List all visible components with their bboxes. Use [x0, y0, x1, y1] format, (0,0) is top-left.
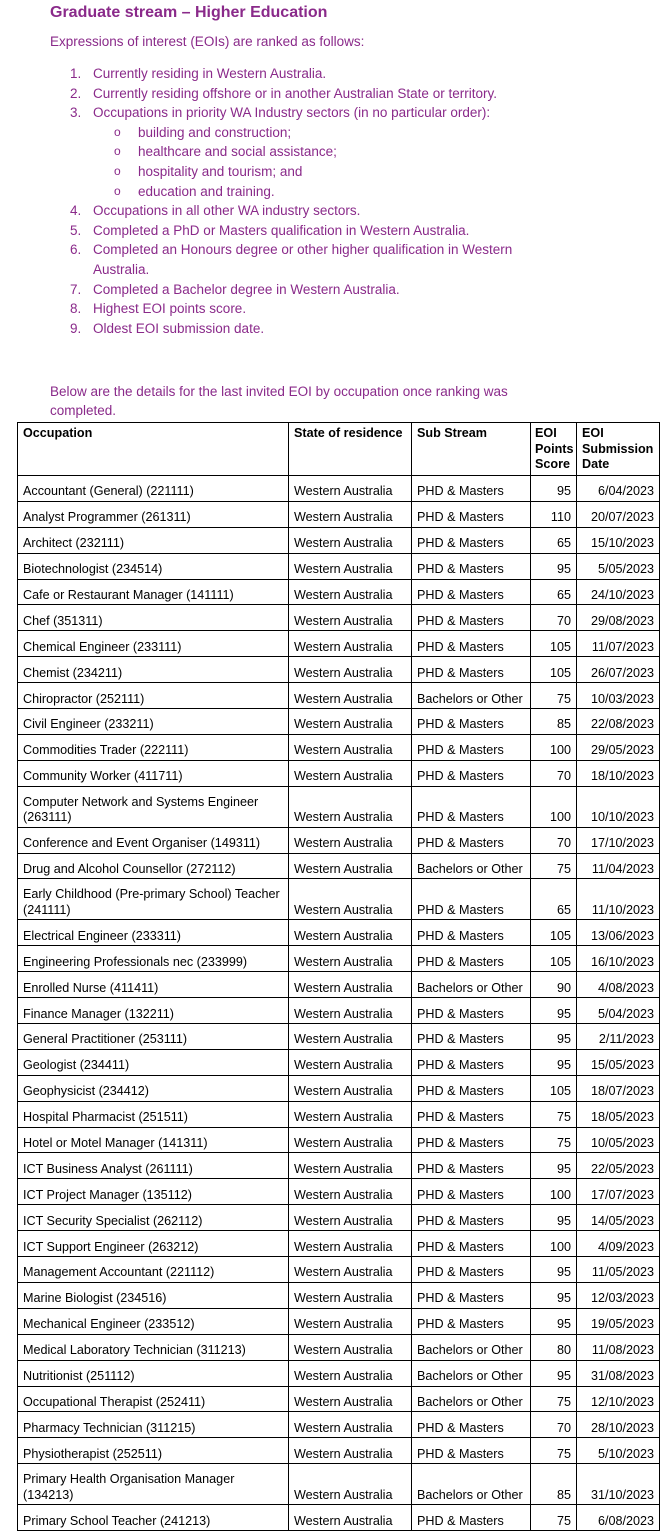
points-cell: 95 [531, 1308, 577, 1334]
date-cell: 5/10/2023 [577, 1438, 660, 1464]
state-cell: Western Australia [289, 1505, 412, 1531]
state-cell: Western Australia [289, 1205, 412, 1231]
date-cell: 15/10/2023 [577, 527, 660, 553]
state-cell: Western Australia [289, 946, 412, 972]
occupation-cell: Pharmacy Technician (311215) [18, 1412, 289, 1438]
points-cell: 100 [531, 1231, 577, 1257]
occupation-cell: Commodities Trader (222111) [18, 734, 289, 760]
date-cell: 10/05/2023 [577, 1127, 660, 1153]
sub-stream-cell: PHD & Masters [412, 657, 531, 683]
occupation-cell: Biotechnologist (234514) [18, 553, 289, 579]
table-row [18, 946, 660, 972]
occupation-cell: Electrical Engineer (233311) [18, 920, 289, 946]
table-row [18, 527, 660, 553]
table-header-row [18, 423, 660, 476]
table-row [18, 1282, 660, 1308]
points-cell: 65 [531, 527, 577, 553]
state-cell: Western Australia [289, 920, 412, 946]
sub-stream-cell: PHD & Masters [412, 1049, 531, 1075]
date-cell: 24/10/2023 [577, 579, 660, 605]
date-cell: 31/08/2023 [577, 1360, 660, 1386]
sub-stream-cell: Bachelors or Other [412, 1464, 531, 1505]
intro-text: Expressions of interest (EOIs) are ranked as follows: [50, 34, 365, 49]
date-cell: 15/05/2023 [577, 1049, 660, 1075]
occupation-cell: Drug and Alcohol Counsellor (272112) [18, 853, 289, 879]
table-row [18, 1412, 660, 1438]
priority-sector-text: hospitality and tourism; and [138, 163, 303, 179]
state-cell: Western Australia [289, 1024, 412, 1050]
sub-stream-cell: PHD & Masters [412, 1505, 531, 1531]
table-row [18, 972, 660, 998]
table-row [18, 657, 660, 683]
ranking-item [70, 240, 540, 279]
points-cell: 95 [531, 1024, 577, 1050]
table-row [18, 1024, 660, 1050]
state-cell: Western Australia [289, 527, 412, 553]
table-row [18, 1205, 660, 1231]
occupation-cell: ICT Security Specialist (262112) [18, 1205, 289, 1231]
sub-stream-cell: PHD & Masters [412, 1127, 531, 1153]
sub-stream-cell: PHD & Masters [412, 1282, 531, 1308]
ranking-item [70, 280, 540, 300]
occupation-cell: Hospital Pharmacist (251511) [18, 1101, 289, 1127]
sub-stream-cell: PHD & Masters [412, 1179, 531, 1205]
sub-stream-cell: PHD & Masters [412, 920, 531, 946]
occupation-cell: Chemical Engineer (233111) [18, 631, 289, 657]
points-cell: 90 [531, 972, 577, 998]
occupation-cell: Geologist (234411) [18, 1049, 289, 1075]
ranking-number: 5. [70, 222, 82, 238]
date-cell: 31/10/2023 [577, 1464, 660, 1505]
points-cell: 75 [531, 683, 577, 709]
ranking-text: Completed a Bachelor degree in Western Australia. [93, 281, 400, 297]
table-row [18, 605, 660, 631]
table-row [18, 501, 660, 527]
occupation-cell: Primary Health Organisation Manager (134213) [18, 1464, 289, 1505]
occupation-cell: General Practitioner (253111) [18, 1024, 289, 1050]
points-cell: 75 [531, 853, 577, 879]
date-cell: 26/07/2023 [577, 657, 660, 683]
occupation-cell: Geophysicist (234412) [18, 1075, 289, 1101]
sub-stream-cell: PHD & Masters [412, 579, 531, 605]
table-row [18, 920, 660, 946]
table-row [18, 853, 660, 879]
ranking-item [70, 64, 540, 84]
sub-stream-cell: PHD & Masters [412, 1205, 531, 1231]
table-intro-text: Below are the details for the last invited EOI by occupation once ranking was completed. [50, 384, 508, 418]
ranking-number: 9. [70, 320, 82, 336]
occupation-cell: Occupational Therapist (252411) [18, 1386, 289, 1412]
date-cell: 4/09/2023 [577, 1231, 660, 1257]
state-cell: Western Australia [289, 786, 412, 827]
date-cell: 29/05/2023 [577, 734, 660, 760]
ranking-item [70, 319, 540, 339]
points-cell: 95 [531, 1257, 577, 1283]
occupation-cell: Mechanical Engineer (233512) [18, 1308, 289, 1334]
occupation-cell: Computer Network and Systems Engineer (263111) [18, 786, 289, 827]
state-cell: Western Australia [289, 760, 412, 786]
occupation-cell: Chef (351311) [18, 605, 289, 631]
sub-stream-cell: PHD & Masters [412, 760, 531, 786]
header-sub-stream: Sub Stream [412, 423, 531, 476]
state-cell: Western Australia [289, 1075, 412, 1101]
ranking-item [70, 221, 540, 241]
sub-stream-cell: Bachelors or Other [412, 1334, 531, 1360]
state-cell: Western Australia [289, 1282, 412, 1308]
points-cell: 65 [531, 879, 577, 920]
table-row [18, 1505, 660, 1531]
table-row [18, 709, 660, 735]
points-cell: 95 [531, 553, 577, 579]
date-cell: 11/08/2023 [577, 1334, 660, 1360]
date-cell: 28/10/2023 [577, 1412, 660, 1438]
sub-stream-cell: Bachelors or Other [412, 683, 531, 709]
occupation-cell: ICT Project Manager (135112) [18, 1179, 289, 1205]
occupation-cell: Hotel or Motel Manager (141311) [18, 1127, 289, 1153]
table-row [18, 760, 660, 786]
bullet-icon: o [114, 124, 121, 139]
page-title: Graduate stream – Higher Education [50, 4, 328, 21]
sub-stream-cell: PHD & Masters [412, 605, 531, 631]
points-cell: 70 [531, 605, 577, 631]
state-cell: Western Australia [289, 1231, 412, 1257]
date-cell: 20/07/2023 [577, 501, 660, 527]
occupation-cell: Medical Laboratory Technician (311213) [18, 1334, 289, 1360]
occupation-cell: Cafe or Restaurant Manager (141111) [18, 579, 289, 605]
sub-stream-cell: PHD & Masters [412, 1308, 531, 1334]
ranking-text: Completed a PhD or Masters qualification in Western Australia. [93, 222, 470, 238]
state-cell: Western Australia [289, 1464, 412, 1505]
state-cell: Western Australia [289, 1308, 412, 1334]
points-cell: 75 [531, 1438, 577, 1464]
occupation-cell: Civil Engineer (233211) [18, 709, 289, 735]
sub-stream-cell: Bachelors or Other [412, 972, 531, 998]
state-cell: Western Australia [289, 879, 412, 920]
table-row [18, 827, 660, 853]
occupation-cell: Engineering Professionals nec (233999) [18, 946, 289, 972]
occupation-cell: Chiropractor (252111) [18, 683, 289, 709]
state-cell: Western Australia [289, 605, 412, 631]
points-cell: 105 [531, 946, 577, 972]
occupation-cell: Chemist (234211) [18, 657, 289, 683]
points-cell: 95 [531, 1282, 577, 1308]
state-cell: Western Australia [289, 1438, 412, 1464]
table-row [18, 1179, 660, 1205]
table-row [18, 579, 660, 605]
points-cell: 95 [531, 476, 577, 502]
bullet-icon: o [114, 183, 121, 198]
state-cell: Western Australia [289, 476, 412, 502]
occupation-cell: Early Childhood (Pre-primary School) Teacher (241111) [18, 879, 289, 920]
points-cell: 105 [531, 1075, 577, 1101]
eoi-table [17, 422, 660, 1531]
date-cell: 19/05/2023 [577, 1308, 660, 1334]
ranking-text: Completed an Honours degree or other higher qualification in Western Australia. [93, 242, 513, 277]
date-cell: 10/10/2023 [577, 786, 660, 827]
table-row [18, 1438, 660, 1464]
state-cell: Western Australia [289, 1153, 412, 1179]
ranking-item [70, 299, 540, 319]
date-cell: 10/03/2023 [577, 683, 660, 709]
date-cell: 18/05/2023 [577, 1101, 660, 1127]
state-cell: Western Australia [289, 1049, 412, 1075]
state-cell: Western Australia [289, 631, 412, 657]
points-cell: 105 [531, 920, 577, 946]
sub-stream-cell: PHD & Masters [412, 998, 531, 1024]
table-row [18, 476, 660, 502]
date-cell: 4/08/2023 [577, 972, 660, 998]
table-row [18, 1049, 660, 1075]
date-cell: 17/07/2023 [577, 1179, 660, 1205]
points-cell: 75 [531, 1386, 577, 1412]
priority-sector-text: healthcare and social assistance; [138, 144, 337, 160]
table-row [18, 1257, 660, 1283]
date-cell: 13/06/2023 [577, 920, 660, 946]
header-points: EOI Points Score [531, 423, 577, 476]
state-cell: Western Australia [289, 553, 412, 579]
occupation-cell: ICT Business Analyst (261111) [18, 1153, 289, 1179]
ranking-number: 3. [70, 105, 82, 121]
date-cell: 18/10/2023 [577, 760, 660, 786]
occupation-cell: Architect (232111) [18, 527, 289, 553]
ranking-text: Highest EOI points score. [93, 301, 247, 317]
date-cell: 11/10/2023 [577, 879, 660, 920]
date-cell: 16/10/2023 [577, 946, 660, 972]
ranking-item [70, 84, 540, 104]
points-cell: 85 [531, 1464, 577, 1505]
table-row [18, 1101, 660, 1127]
points-cell: 100 [531, 1179, 577, 1205]
date-cell: 2/11/2023 [577, 1024, 660, 1050]
table-row [18, 1308, 660, 1334]
state-cell: Western Australia [289, 1412, 412, 1438]
occupation-cell: Finance Manager (132211) [18, 998, 289, 1024]
state-cell: Western Australia [289, 1101, 412, 1127]
date-cell: 6/04/2023 [577, 476, 660, 502]
points-cell: 95 [531, 998, 577, 1024]
sub-stream-cell: PHD & Masters [412, 1438, 531, 1464]
occupation-cell: Community Worker (411711) [18, 760, 289, 786]
points-cell: 95 [531, 1205, 577, 1231]
sub-stream-cell: PHD & Masters [412, 1231, 531, 1257]
points-cell: 85 [531, 709, 577, 735]
state-cell: Western Australia [289, 1127, 412, 1153]
date-cell: 12/10/2023 [577, 1386, 660, 1412]
points-cell: 95 [531, 1360, 577, 1386]
occupation-cell: Nutritionist (251112) [18, 1360, 289, 1386]
header-date: EOI Submission Date [577, 423, 660, 476]
sub-stream-cell: PHD & Masters [412, 734, 531, 760]
occupation-cell: Management Accountant (221112) [18, 1257, 289, 1283]
ranking-number: 1. [70, 66, 82, 81]
points-cell: 100 [531, 734, 577, 760]
state-cell: Western Australia [289, 827, 412, 853]
state-cell: Western Australia [289, 1257, 412, 1283]
occupation-cell: Analyst Programmer (261311) [18, 501, 289, 527]
ranking-number: 7. [70, 281, 82, 297]
date-cell: 11/04/2023 [577, 853, 660, 879]
ranking-number: 4. [70, 203, 82, 219]
date-cell: 17/10/2023 [577, 827, 660, 853]
points-cell: 70 [531, 1412, 577, 1438]
sub-stream-cell: PHD & Masters [412, 1257, 531, 1283]
occupation-cell: Accountant (General) (221111) [18, 476, 289, 502]
points-cell: 105 [531, 631, 577, 657]
sub-stream-cell: PHD & Masters [412, 1101, 531, 1127]
state-cell: Western Australia [289, 1360, 412, 1386]
points-cell: 70 [531, 827, 577, 853]
priority-sector-list [70, 123, 540, 201]
date-cell: 22/08/2023 [577, 709, 660, 735]
sub-stream-cell: PHD & Masters [412, 527, 531, 553]
ranking-item [70, 103, 540, 123]
sub-stream-cell: PHD & Masters [412, 553, 531, 579]
ranking-text: Oldest EOI submission date. [93, 320, 265, 336]
table-row [18, 1386, 660, 1412]
table-row [18, 786, 660, 827]
table-row [18, 1334, 660, 1360]
header-occupation: Occupation [18, 423, 289, 476]
points-cell: 65 [531, 579, 577, 605]
sub-stream-cell: PHD & Masters [412, 879, 531, 920]
sub-stream-cell: Bachelors or Other [412, 1360, 531, 1386]
ranking-text: Currently residing in Western Australia. [93, 66, 327, 81]
sub-stream-cell: PHD & Masters [412, 946, 531, 972]
sub-stream-cell: PHD & Masters [412, 476, 531, 502]
sub-stream-cell: PHD & Masters [412, 827, 531, 853]
points-cell: 75 [531, 1127, 577, 1153]
table-row [18, 1231, 660, 1257]
state-cell: Western Australia [289, 1386, 412, 1412]
points-cell: 95 [531, 1153, 577, 1179]
state-cell: Western Australia [289, 972, 412, 998]
points-cell: 105 [531, 657, 577, 683]
sub-stream-cell: PHD & Masters [412, 786, 531, 827]
date-cell: 22/05/2023 [577, 1153, 660, 1179]
ranking-item [70, 201, 540, 221]
sub-stream-cell: PHD & Masters [412, 1153, 531, 1179]
priority-sector-item [114, 123, 540, 143]
date-cell: 18/07/2023 [577, 1075, 660, 1101]
ranking-text: Occupations in all other WA industry sectors. [93, 203, 361, 219]
table-row [18, 1075, 660, 1101]
table-row [18, 1360, 660, 1386]
sub-stream-cell: PHD & Masters [412, 1412, 531, 1438]
occupation-cell: Physiotherapist (252511) [18, 1438, 289, 1464]
ranking-number: 6. [70, 242, 82, 258]
sub-stream-cell: PHD & Masters [412, 709, 531, 735]
ranking-text: Occupations in priority WA Industry sectors (in no particular order): [93, 105, 491, 121]
points-cell: 95 [531, 1049, 577, 1075]
state-cell: Western Australia [289, 501, 412, 527]
table-row [18, 553, 660, 579]
sub-stream-cell: PHD & Masters [412, 1075, 531, 1101]
ranking-number: 2. [70, 85, 82, 101]
sub-stream-cell: PHD & Masters [412, 501, 531, 527]
priority-sector-text: building and construction; [138, 124, 292, 140]
date-cell: 5/05/2023 [577, 553, 660, 579]
state-cell: Western Australia [289, 1334, 412, 1360]
state-cell: Western Australia [289, 579, 412, 605]
state-cell: Western Australia [289, 998, 412, 1024]
table-row [18, 1153, 660, 1179]
priority-sector-item [114, 142, 540, 162]
occupation-cell: Enrolled Nurse (411411) [18, 972, 289, 998]
table-row [18, 1464, 660, 1505]
points-cell: 80 [531, 1334, 577, 1360]
occupation-cell: Conference and Event Organiser (149311) [18, 827, 289, 853]
date-cell: 12/03/2023 [577, 1282, 660, 1308]
occupation-cell: Primary School Teacher (241213) [18, 1505, 289, 1531]
date-cell: 29/08/2023 [577, 605, 660, 631]
sub-stream-cell: PHD & Masters [412, 631, 531, 657]
date-cell: 6/08/2023 [577, 1505, 660, 1531]
occupation-cell: Marine Biologist (234516) [18, 1282, 289, 1308]
points-cell: 110 [531, 501, 577, 527]
state-cell: Western Australia [289, 853, 412, 879]
priority-sector-item [114, 182, 540, 202]
points-cell: 70 [531, 760, 577, 786]
ranking-text: Currently residing offshore or in another Australian State or territory. [93, 85, 497, 101]
points-cell: 75 [531, 1505, 577, 1531]
priority-sector-text: education and training. [138, 183, 275, 199]
table-row [18, 879, 660, 920]
ranking-list [70, 64, 540, 338]
table-row [18, 734, 660, 760]
table-row [18, 683, 660, 709]
priority-sector-item [114, 162, 540, 182]
sub-stream-cell: Bachelors or Other [412, 853, 531, 879]
state-cell: Western Australia [289, 1179, 412, 1205]
state-cell: Western Australia [289, 683, 412, 709]
ranking-number: 8. [70, 301, 82, 317]
bullet-icon: o [114, 144, 121, 159]
points-cell: 75 [531, 1101, 577, 1127]
table-row [18, 631, 660, 657]
state-cell: Western Australia [289, 709, 412, 735]
points-cell: 100 [531, 786, 577, 827]
header-state: State of residence [289, 423, 412, 476]
date-cell: 5/04/2023 [577, 998, 660, 1024]
sub-stream-cell: Bachelors or Other [412, 1386, 531, 1412]
date-cell: 11/07/2023 [577, 631, 660, 657]
state-cell: Western Australia [289, 734, 412, 760]
state-cell: Western Australia [289, 657, 412, 683]
bullet-icon: o [114, 163, 121, 178]
table-row [18, 998, 660, 1024]
table-row [18, 1127, 660, 1153]
sub-stream-cell: PHD & Masters [412, 1024, 531, 1050]
date-cell: 11/05/2023 [577, 1257, 660, 1283]
occupation-cell: ICT Support Engineer (263212) [18, 1231, 289, 1257]
date-cell: 14/05/2023 [577, 1205, 660, 1231]
